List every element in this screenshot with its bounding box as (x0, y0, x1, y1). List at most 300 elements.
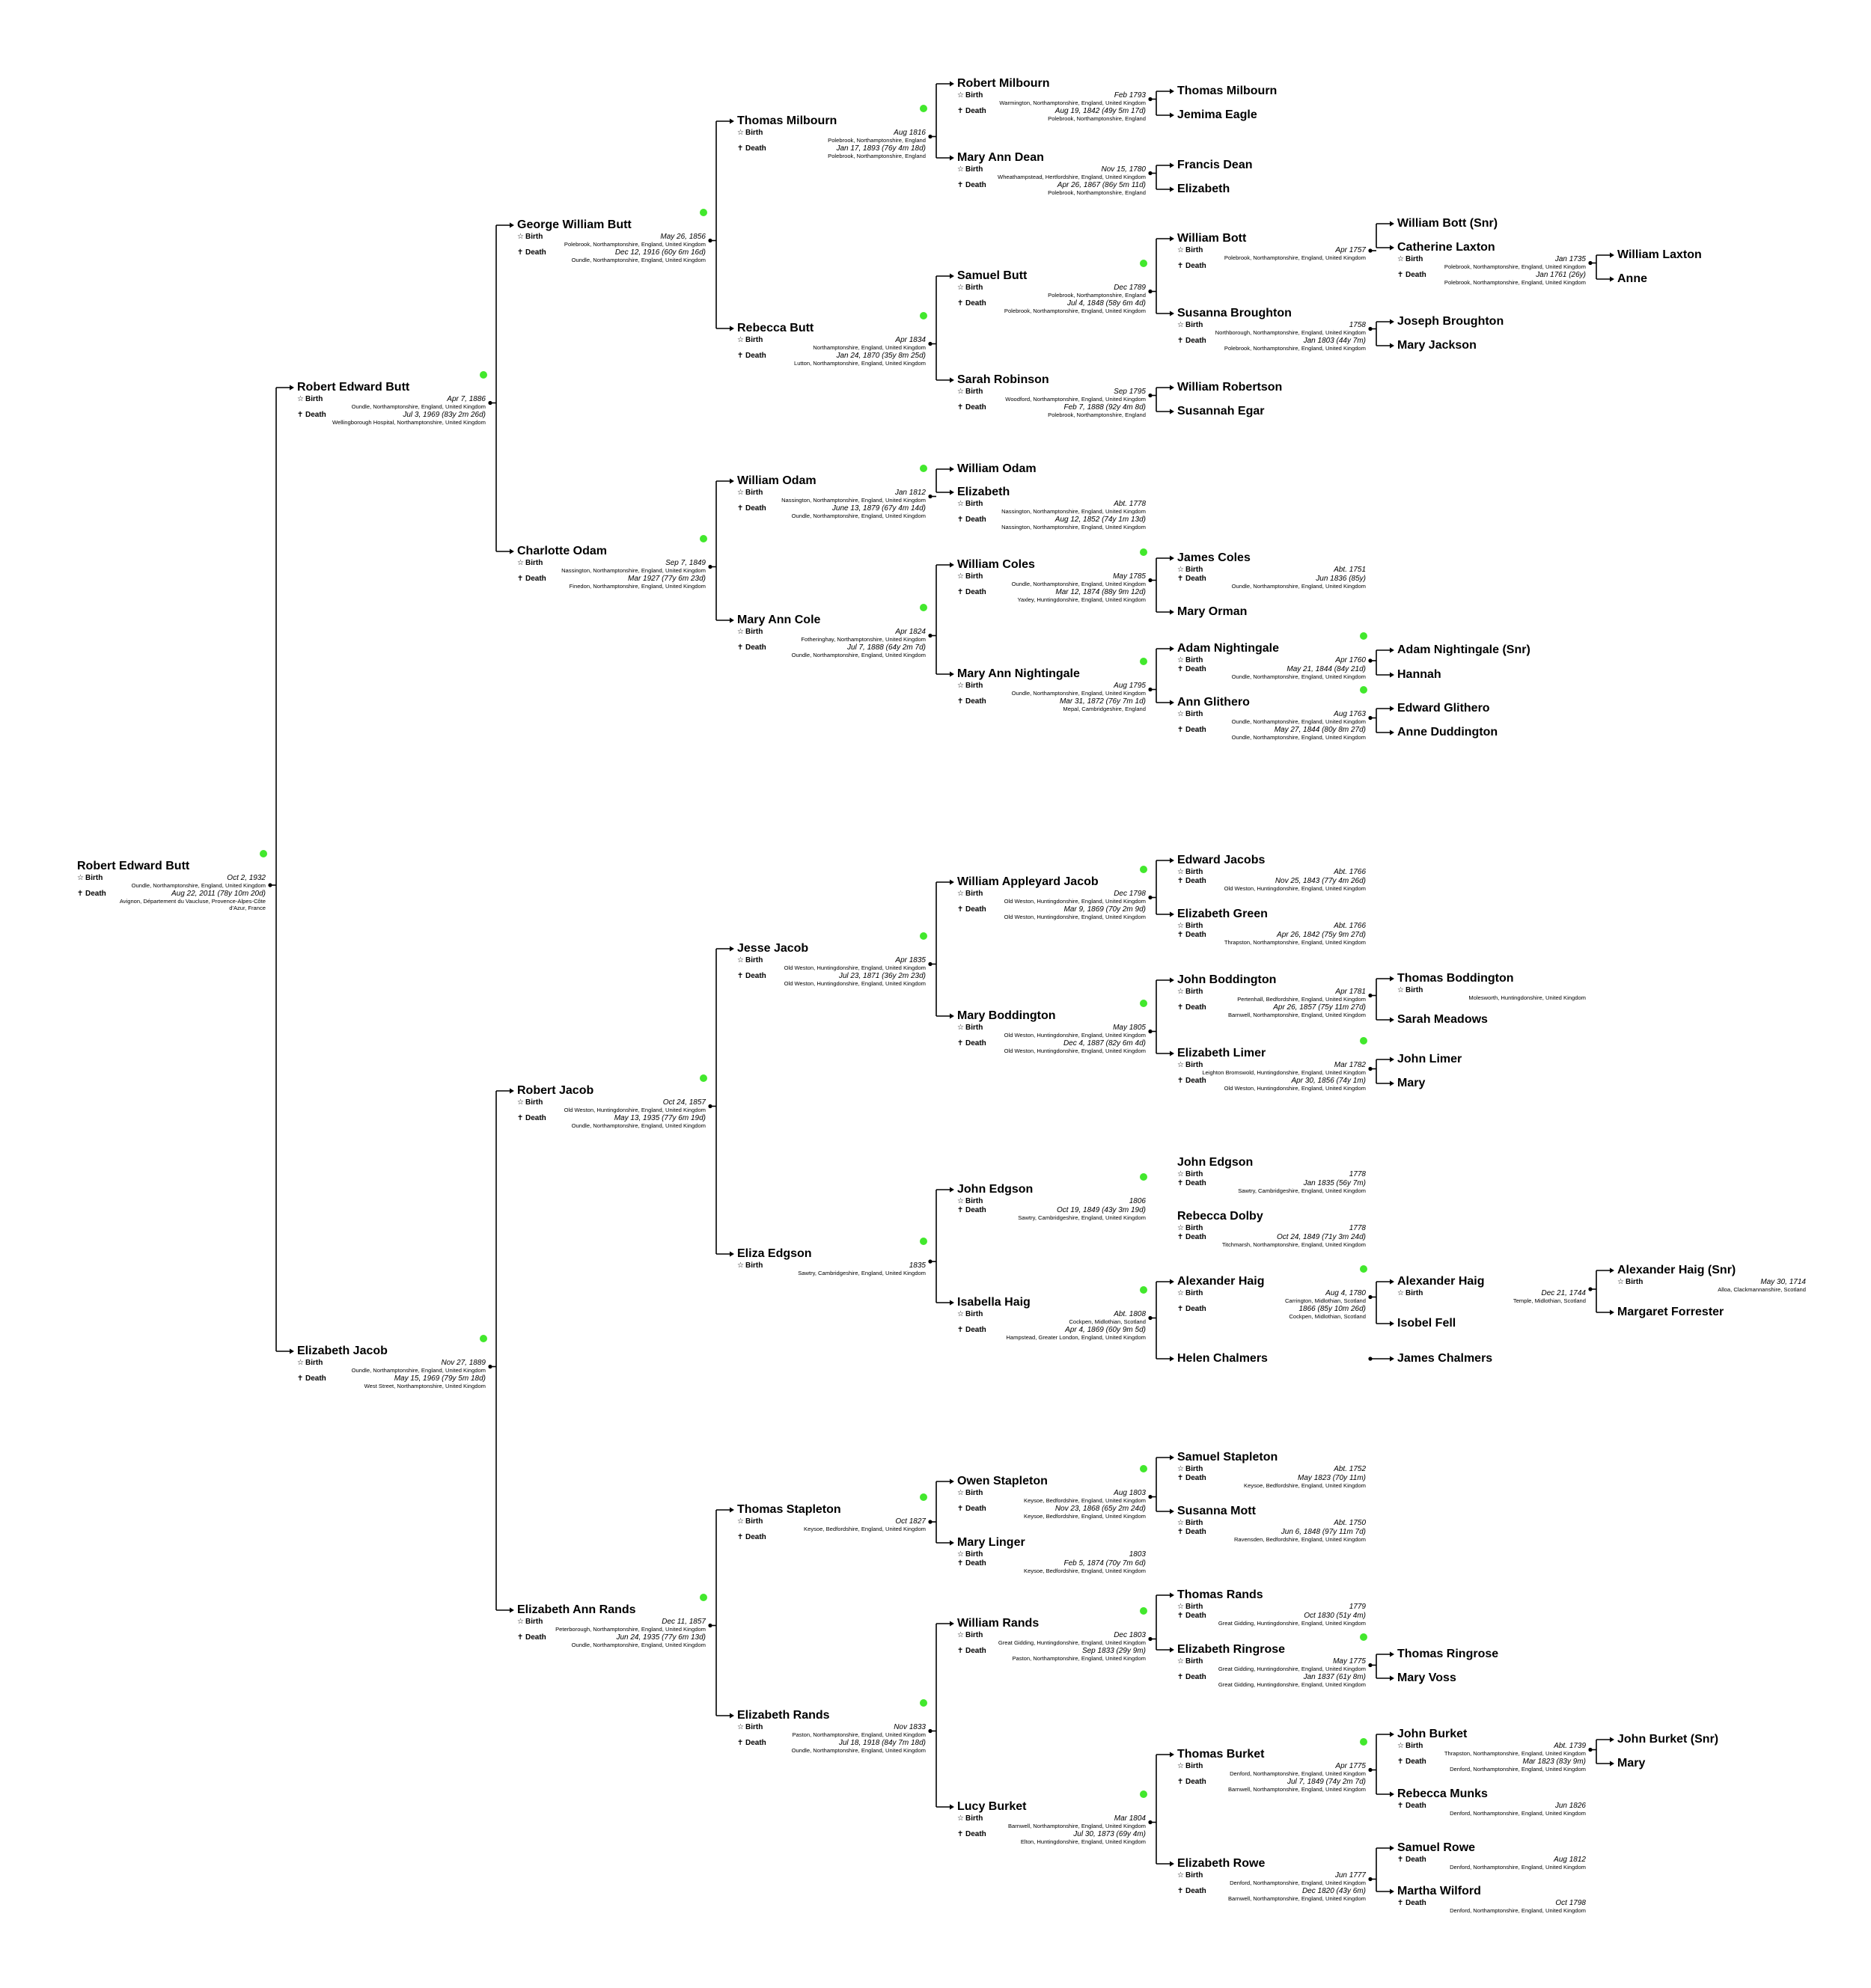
green-dot-icon[interactable] (700, 1074, 707, 1082)
birth-label (957, 1024, 983, 1032)
person-name[interactable]: Mary (1617, 1757, 1646, 1770)
green-dot-icon[interactable] (1140, 1790, 1147, 1798)
person-card[interactable] (1397, 240, 1586, 286)
green-dot-icon[interactable] (480, 1335, 487, 1342)
person-name[interactable]: John Limer (1397, 1053, 1462, 1065)
person-card[interactable] (1397, 1274, 1586, 1304)
green-dot-icon[interactable] (480, 371, 487, 379)
person-card[interactable] (1177, 1155, 1366, 1194)
birth-label (1177, 922, 1203, 930)
person-card[interactable] (1397, 971, 1586, 1001)
star-outline-icon: ☆ (957, 890, 964, 898)
person-name[interactable]: William Laxton (1617, 248, 1702, 261)
star-outline-icon: ☆ (957, 1310, 964, 1318)
cross-icon: ✝ (737, 643, 744, 652)
arrow-head (1610, 1268, 1614, 1273)
person-card[interactable] (1617, 1304, 1797, 1321)
green-dot-icon[interactable] (700, 1594, 707, 1601)
arrow-head (1170, 236, 1174, 242)
person-name[interactable]: Jesse Jacob (737, 942, 809, 955)
person-name[interactable]: Hannah (1397, 668, 1441, 681)
person-card[interactable] (1397, 700, 1577, 717)
green-dot-icon[interactable] (920, 105, 927, 112)
person-name[interactable]: Adam Nightingale (Snr) (1397, 643, 1530, 656)
green-dot-icon[interactable] (1140, 1465, 1147, 1472)
person-name[interactable]: Alexander Haig (1397, 1275, 1485, 1288)
person-card[interactable] (1177, 1351, 1357, 1367)
person-name[interactable]: Mary (1397, 1077, 1426, 1089)
person-name[interactable]: Susanna Mott (1177, 1505, 1256, 1517)
person-card[interactable] (1177, 1504, 1366, 1543)
person-name[interactable]: Samuel Rowe (1397, 1841, 1476, 1854)
person-card[interactable] (1177, 1209, 1366, 1248)
person-name[interactable]: John Burket (1397, 1728, 1468, 1740)
person-name[interactable]: Mary Ann Nightingale (957, 667, 1080, 680)
birth-date: Jun 1777 (1334, 1871, 1366, 1880)
person-name[interactable]: James Chalmers (1397, 1352, 1493, 1365)
person-card[interactable] (1617, 1755, 1797, 1772)
person-name[interactable]: Mary Jackson (1397, 339, 1477, 352)
person-card[interactable] (1617, 247, 1797, 263)
star-outline-icon: ☆ (1177, 1519, 1184, 1527)
green-dot-icon[interactable] (1140, 548, 1147, 556)
green-dot-icon[interactable] (1360, 1037, 1367, 1045)
death-date: May 21, 1844 (84y 21d) (1286, 665, 1366, 673)
person-name[interactable]: Sarah Meadows (1397, 1013, 1488, 1026)
person-name[interactable]: Robert Edward Butt (77, 860, 190, 872)
birth-event (1177, 1519, 1366, 1527)
person-name[interactable]: Helen Chalmers (1177, 1352, 1268, 1365)
death-label-text: Death (745, 972, 766, 980)
person-name[interactable]: Samuel Stapleton (1177, 1451, 1278, 1464)
connector-dot (1148, 688, 1152, 691)
green-dot-icon[interactable] (260, 850, 267, 857)
death-label-text: Death (1405, 1758, 1426, 1766)
person-card[interactable] (957, 667, 1146, 712)
person-name[interactable]: Elizabeth Rands (737, 1709, 830, 1722)
person-card[interactable] (1177, 231, 1366, 270)
person-name[interactable]: John Edgson (1177, 1156, 1254, 1169)
person-name[interactable]: Anne Duddington (1397, 726, 1498, 738)
person-card[interactable] (1397, 337, 1577, 354)
birth-event (1177, 710, 1366, 725)
person-name[interactable]: Thomas Ringrose (1397, 1648, 1499, 1660)
person-name[interactable]: Sarah Robinson (957, 373, 1049, 386)
person-card[interactable] (1397, 314, 1577, 330)
death-place: Cockpen, Midlothian, Scotland (1289, 1313, 1366, 1320)
person-card[interactable] (957, 1182, 1146, 1221)
person-card[interactable] (1617, 271, 1797, 287)
death-label (77, 890, 106, 898)
person-card[interactable] (1617, 1731, 1797, 1748)
person-card[interactable] (1177, 604, 1357, 620)
death-place: Elton, Huntingdonshire, England, United Kingdom (1020, 1838, 1146, 1845)
person-card[interactable] (1177, 695, 1366, 741)
death-date: 1866 (85y 10m 26d) (1298, 1305, 1366, 1313)
person-name[interactable]: Owen Stapleton (957, 1475, 1048, 1487)
person-card[interactable] (737, 1708, 926, 1754)
person-name[interactable]: Elizabeth Ann Rands (517, 1603, 636, 1616)
death-event (1177, 1077, 1366, 1092)
green-dot-icon[interactable] (700, 209, 707, 216)
person-name[interactable]: Elizabeth (1177, 183, 1230, 195)
person-card[interactable] (957, 462, 1146, 476)
person-name[interactable]: John Burket (Snr) (1617, 1733, 1719, 1746)
person-card[interactable] (737, 114, 926, 159)
cross-icon: ✝ (957, 1559, 964, 1568)
person-name[interactable]: Lucy Burket (957, 1800, 1027, 1813)
person-card[interactable] (957, 1799, 1146, 1845)
death-event (1397, 1758, 1586, 1773)
death-place: Polebrook, Northamptonshire, England (1048, 412, 1146, 418)
death-date: May 15, 1969 (79y 5m 18d) (394, 1374, 486, 1383)
death-label-text: Death (965, 181, 986, 189)
person-card[interactable] (1177, 853, 1366, 892)
death-event (1177, 1778, 1366, 1793)
death-event (1177, 1474, 1366, 1489)
green-dot-icon[interactable] (920, 1238, 927, 1245)
birth-place: Woodford, Northamptonshire, England, United Kingdom (1005, 396, 1146, 403)
connector-dot (928, 1520, 932, 1523)
person-name[interactable]: Joseph Broughton (1397, 315, 1504, 328)
birth-label (957, 388, 983, 396)
person-card[interactable] (1397, 1841, 1586, 1871)
star-outline-icon: ☆ (737, 1517, 744, 1526)
death-label-text: Death (1185, 337, 1206, 345)
person-card[interactable] (297, 380, 486, 426)
connector-dot (1368, 1067, 1372, 1071)
death-place: Barnwell, Northamptonshire, England, United Kingdom (1227, 1895, 1366, 1902)
person-card[interactable] (1177, 1450, 1366, 1489)
person-name[interactable]: William Bott (1177, 232, 1247, 245)
person-name[interactable]: Mary Linger (957, 1536, 1025, 1549)
birth-label-text: Birth (1185, 1762, 1203, 1770)
birth-label-text: Birth (965, 1024, 983, 1032)
person-card[interactable] (1617, 1263, 1806, 1293)
green-dot-icon[interactable] (1360, 686, 1367, 694)
person-card[interactable] (957, 1616, 1146, 1662)
arrow-head (1390, 1792, 1394, 1797)
person-card[interactable] (1397, 1670, 1577, 1686)
person-card[interactable] (737, 941, 926, 987)
person-card[interactable] (1177, 1856, 1366, 1902)
death-event (957, 1559, 1146, 1574)
person-name[interactable]: Mary Boddington (957, 1009, 1056, 1022)
person-name[interactable]: Mary Voss (1397, 1672, 1456, 1684)
birth-label-text: Birth (745, 956, 763, 964)
green-dot-icon[interactable] (1140, 658, 1147, 665)
green-dot-icon[interactable] (920, 465, 927, 472)
person-card[interactable] (957, 485, 1146, 530)
person-name[interactable]: Elizabeth Rowe (1177, 1857, 1266, 1870)
person-name[interactable]: Charlotte Odam (517, 545, 608, 557)
green-dot-icon[interactable] (1360, 632, 1367, 640)
death-label (957, 588, 986, 596)
death-date: Jun 24, 1935 (77y 6m 13d) (616, 1633, 706, 1642)
person-name[interactable]: Mary Ann Cole (737, 614, 821, 626)
cross-icon: ✝ (1397, 1899, 1404, 1907)
person-name[interactable]: William Coles (957, 558, 1035, 571)
person-card[interactable] (1397, 724, 1577, 741)
person-name[interactable]: James Coles (1177, 551, 1251, 564)
death-date: Mar 9, 1869 (70y 2m 9d) (1063, 905, 1146, 914)
green-dot-icon[interactable] (1140, 866, 1147, 873)
person-card[interactable] (1397, 1075, 1577, 1092)
birth-place: Northborough, Northamptonshire, England, United Kingdom (1215, 329, 1366, 336)
person-name[interactable]: Thomas Rands (1177, 1588, 1263, 1601)
birth-date: 1835 (909, 1261, 926, 1270)
birth-date: May 1805 (1113, 1024, 1146, 1032)
person-name[interactable]: John Edgson (957, 1183, 1034, 1196)
person-name[interactable]: Susannah Egar (1177, 405, 1265, 418)
person-card[interactable] (1177, 1046, 1366, 1092)
person-card[interactable] (1397, 642, 1577, 658)
person-name[interactable]: Martha Wilford (1397, 1885, 1481, 1897)
person-name[interactable]: Ann Glithero (1177, 696, 1250, 709)
person-name[interactable]: Thomas Milbourn (1177, 85, 1278, 97)
death-label (1177, 1474, 1206, 1482)
death-label (737, 352, 766, 360)
person-name[interactable]: Elizabeth Limer (1177, 1047, 1266, 1059)
birth-label (957, 284, 983, 292)
green-dot-icon[interactable] (1140, 1607, 1147, 1615)
person-name[interactable]: Isabella Haig (957, 1296, 1031, 1309)
death-label-text: Death (965, 299, 986, 308)
person-card[interactable] (517, 1603, 706, 1648)
person-name[interactable]: Edward Jacobs (1177, 854, 1266, 866)
person-card[interactable] (957, 76, 1146, 122)
death-label (957, 1206, 986, 1214)
death-date: Apr 26, 1867 (86y 5m 11d) (1057, 181, 1146, 189)
person-name[interactable]: Thomas Boddington (1397, 972, 1514, 985)
person-name[interactable]: Thomas Milbourn (737, 114, 837, 127)
birth-label (1177, 710, 1203, 718)
birth-date: May 30, 1714 (1760, 1278, 1806, 1286)
person-card[interactable] (1177, 1642, 1366, 1688)
person-card[interactable] (1177, 181, 1357, 198)
birth-date: 1778 (1349, 1224, 1366, 1232)
death-event (957, 107, 1146, 122)
death-event (77, 890, 266, 911)
death-event (517, 575, 706, 590)
person-card[interactable] (957, 1474, 1146, 1520)
person-name[interactable]: Robert Milbourn (957, 77, 1050, 90)
cross-icon: ✝ (517, 575, 524, 583)
birth-date: Aug 1795 (1114, 682, 1146, 690)
person-card[interactable] (1397, 667, 1577, 683)
person-card[interactable] (77, 859, 266, 911)
person-name[interactable]: Isobel Fell (1397, 1317, 1456, 1330)
person-name[interactable]: William Rands (957, 1617, 1040, 1630)
person-card[interactable] (737, 474, 926, 519)
death-place: Oundle, Northamptonshire, England, United Kingdom (571, 1642, 706, 1648)
person-card[interactable] (1397, 1012, 1577, 1028)
person-card[interactable] (957, 1535, 1146, 1574)
person-name[interactable]: Robert Edward Butt (297, 381, 410, 394)
person-name[interactable]: Susanna Broughton (1177, 307, 1292, 319)
person-name[interactable]: William Robertson (1177, 381, 1283, 394)
green-dot-icon[interactable] (920, 1699, 927, 1707)
person-name[interactable]: William Appleyard Jacob (957, 875, 1099, 888)
birth-label (737, 628, 763, 636)
death-event (1397, 1802, 1586, 1817)
person-card[interactable] (1177, 1588, 1366, 1627)
person-card[interactable] (1397, 1315, 1577, 1332)
person-card[interactable] (737, 321, 926, 367)
person-name[interactable]: Rebecca Butt (737, 322, 814, 334)
birth-place: Polebrook, Northamptonshire, England, United Kingdom (1444, 263, 1586, 270)
birth-event (1177, 1603, 1366, 1611)
arrow-head (1390, 648, 1394, 653)
birth-event (1177, 1224, 1366, 1232)
person-card[interactable] (957, 1009, 1146, 1054)
person-card[interactable] (517, 544, 706, 590)
death-event (517, 1633, 706, 1648)
death-label-text: Death (965, 516, 986, 524)
connector-dot (1368, 716, 1372, 720)
death-place: Yaxley, Huntingdonshire, England, United Kingdom (1017, 596, 1146, 603)
person-card[interactable] (957, 373, 1146, 418)
connector-dot (1368, 658, 1372, 662)
person-card[interactable] (1177, 1747, 1366, 1793)
person-name[interactable]: Rebecca Dolby (1177, 1210, 1263, 1223)
person-name[interactable]: Rebecca Munks (1397, 1787, 1488, 1800)
connector-dot (1148, 1495, 1152, 1499)
person-card[interactable] (737, 613, 926, 658)
birth-label (1177, 1519, 1203, 1527)
green-dot-icon[interactable] (1360, 1738, 1367, 1746)
birth-event (1177, 656, 1366, 664)
person-card[interactable] (737, 1502, 926, 1541)
person-card[interactable] (1397, 1351, 1577, 1367)
person-card[interactable] (1397, 1727, 1586, 1773)
person-card[interactable] (1177, 107, 1357, 123)
person-card[interactable] (957, 557, 1146, 603)
birth-place: Molesworth, Huntingdonshire, United Kingdom (1468, 994, 1586, 1001)
green-dot-icon[interactable] (920, 1493, 927, 1501)
person-name[interactable]: Adam Nightingale (1177, 642, 1280, 655)
birth-label (517, 233, 543, 241)
green-dot-icon[interactable] (1140, 1286, 1147, 1294)
person-name[interactable]: John Boddington (1177, 973, 1277, 986)
birth-date: Apr 1775 (1335, 1762, 1366, 1770)
birth-label (957, 1310, 983, 1318)
death-place: Oundle, Northamptonshire, England, United Kingdom (1231, 583, 1366, 590)
person-card[interactable] (517, 218, 706, 263)
person-name[interactable]: Margaret Forrester (1617, 1306, 1724, 1318)
person-name[interactable]: Elizabeth Ringrose (1177, 1643, 1286, 1656)
person-card[interactable] (1397, 1051, 1577, 1068)
person-name[interactable]: Anne (1617, 272, 1647, 285)
star-outline-icon: ☆ (1177, 1289, 1184, 1297)
person-name[interactable]: William Bott (Snr) (1397, 217, 1498, 230)
person-card[interactable] (297, 1344, 486, 1389)
birth-date: Oct 24, 1857 (662, 1098, 706, 1107)
person-card[interactable] (1177, 157, 1357, 174)
person-card[interactable] (957, 150, 1146, 196)
person-card[interactable] (1397, 1884, 1586, 1914)
green-dot-icon[interactable] (700, 535, 707, 542)
person-name[interactable]: Thomas Burket (1177, 1748, 1265, 1761)
person-card[interactable] (1177, 1274, 1366, 1320)
death-label (957, 1326, 986, 1334)
death-label (957, 107, 986, 115)
person-card[interactable] (1177, 641, 1366, 680)
person-name[interactable]: Mary Orman (1177, 605, 1248, 618)
green-dot-icon[interactable] (1360, 1265, 1367, 1273)
green-dot-icon[interactable] (1140, 1000, 1147, 1007)
person-card[interactable] (517, 1083, 706, 1129)
green-dot-icon[interactable] (920, 932, 927, 940)
person-card[interactable] (1177, 551, 1366, 590)
person-card[interactable] (957, 875, 1146, 920)
person-name[interactable]: Catherine Laxton (1397, 241, 1495, 254)
green-dot-icon[interactable] (1140, 260, 1147, 267)
cross-icon: ✝ (297, 1374, 304, 1383)
person-name[interactable]: Elizabeth Jacob (297, 1345, 388, 1357)
birth-label (1397, 1289, 1423, 1297)
person-name[interactable]: Elizabeth (957, 486, 1010, 498)
birth-label (957, 572, 983, 581)
death-label-text: Death (1185, 726, 1206, 734)
birth-label (1177, 1465, 1203, 1473)
birth-label-text: Birth (1185, 1871, 1203, 1880)
person-card[interactable] (1397, 1787, 1586, 1817)
death-label (297, 411, 326, 419)
green-dot-icon[interactable] (1360, 1633, 1367, 1641)
person-name[interactable]: Mary Ann Dean (957, 151, 1044, 164)
person-name[interactable]: Eliza Edgson (737, 1247, 812, 1260)
death-label (957, 1830, 986, 1838)
person-name[interactable]: Jemima Eagle (1177, 108, 1257, 121)
person-card[interactable] (1177, 379, 1357, 396)
birth-date: Apr 7, 1886 (447, 395, 486, 403)
person-card[interactable] (1177, 907, 1366, 946)
person-card[interactable] (1177, 973, 1366, 1018)
arrow-head (1390, 673, 1394, 678)
person-card[interactable] (1397, 215, 1577, 232)
birth-label-text: Birth (965, 1550, 983, 1559)
person-name[interactable]: William Odam (737, 474, 817, 487)
person-name[interactable]: Alexander Haig (Snr) (1617, 1264, 1736, 1276)
person-card[interactable] (1177, 83, 1357, 100)
person-name[interactable]: Thomas Stapleton (737, 1503, 841, 1516)
death-date: Jul 18, 1918 (84y 7m 18d) (838, 1739, 926, 1747)
person-name[interactable]: William Odam (957, 462, 1037, 475)
person-name[interactable]: George William Butt (517, 218, 632, 231)
green-dot-icon[interactable] (1140, 1173, 1147, 1181)
person-name[interactable]: Samuel Butt (957, 269, 1028, 282)
birth-label-text: Birth (965, 1631, 983, 1639)
person-name[interactable]: Edward Glithero (1397, 702, 1490, 715)
person-card[interactable] (1177, 403, 1357, 420)
person-card[interactable] (957, 1295, 1146, 1341)
person-card[interactable] (1177, 306, 1366, 352)
person-name[interactable]: Alexander Haig (1177, 1275, 1265, 1288)
person-name[interactable]: Elizabeth Green (1177, 908, 1268, 920)
green-dot-icon[interactable] (920, 604, 927, 611)
person-card[interactable] (737, 1247, 926, 1276)
green-dot-icon[interactable] (920, 312, 927, 319)
birth-date: Aug 1763 (1334, 710, 1366, 718)
birth-label (517, 1618, 543, 1626)
death-event (1177, 1179, 1366, 1194)
person-name[interactable]: Robert Jacob (517, 1084, 594, 1097)
person-card[interactable] (957, 269, 1146, 314)
death-place: Wellingborough Hospital, Northamptonshire, United Kingdom (332, 419, 486, 426)
person-name[interactable]: Francis Dean (1177, 159, 1253, 171)
person-card[interactable] (1397, 1646, 1577, 1663)
